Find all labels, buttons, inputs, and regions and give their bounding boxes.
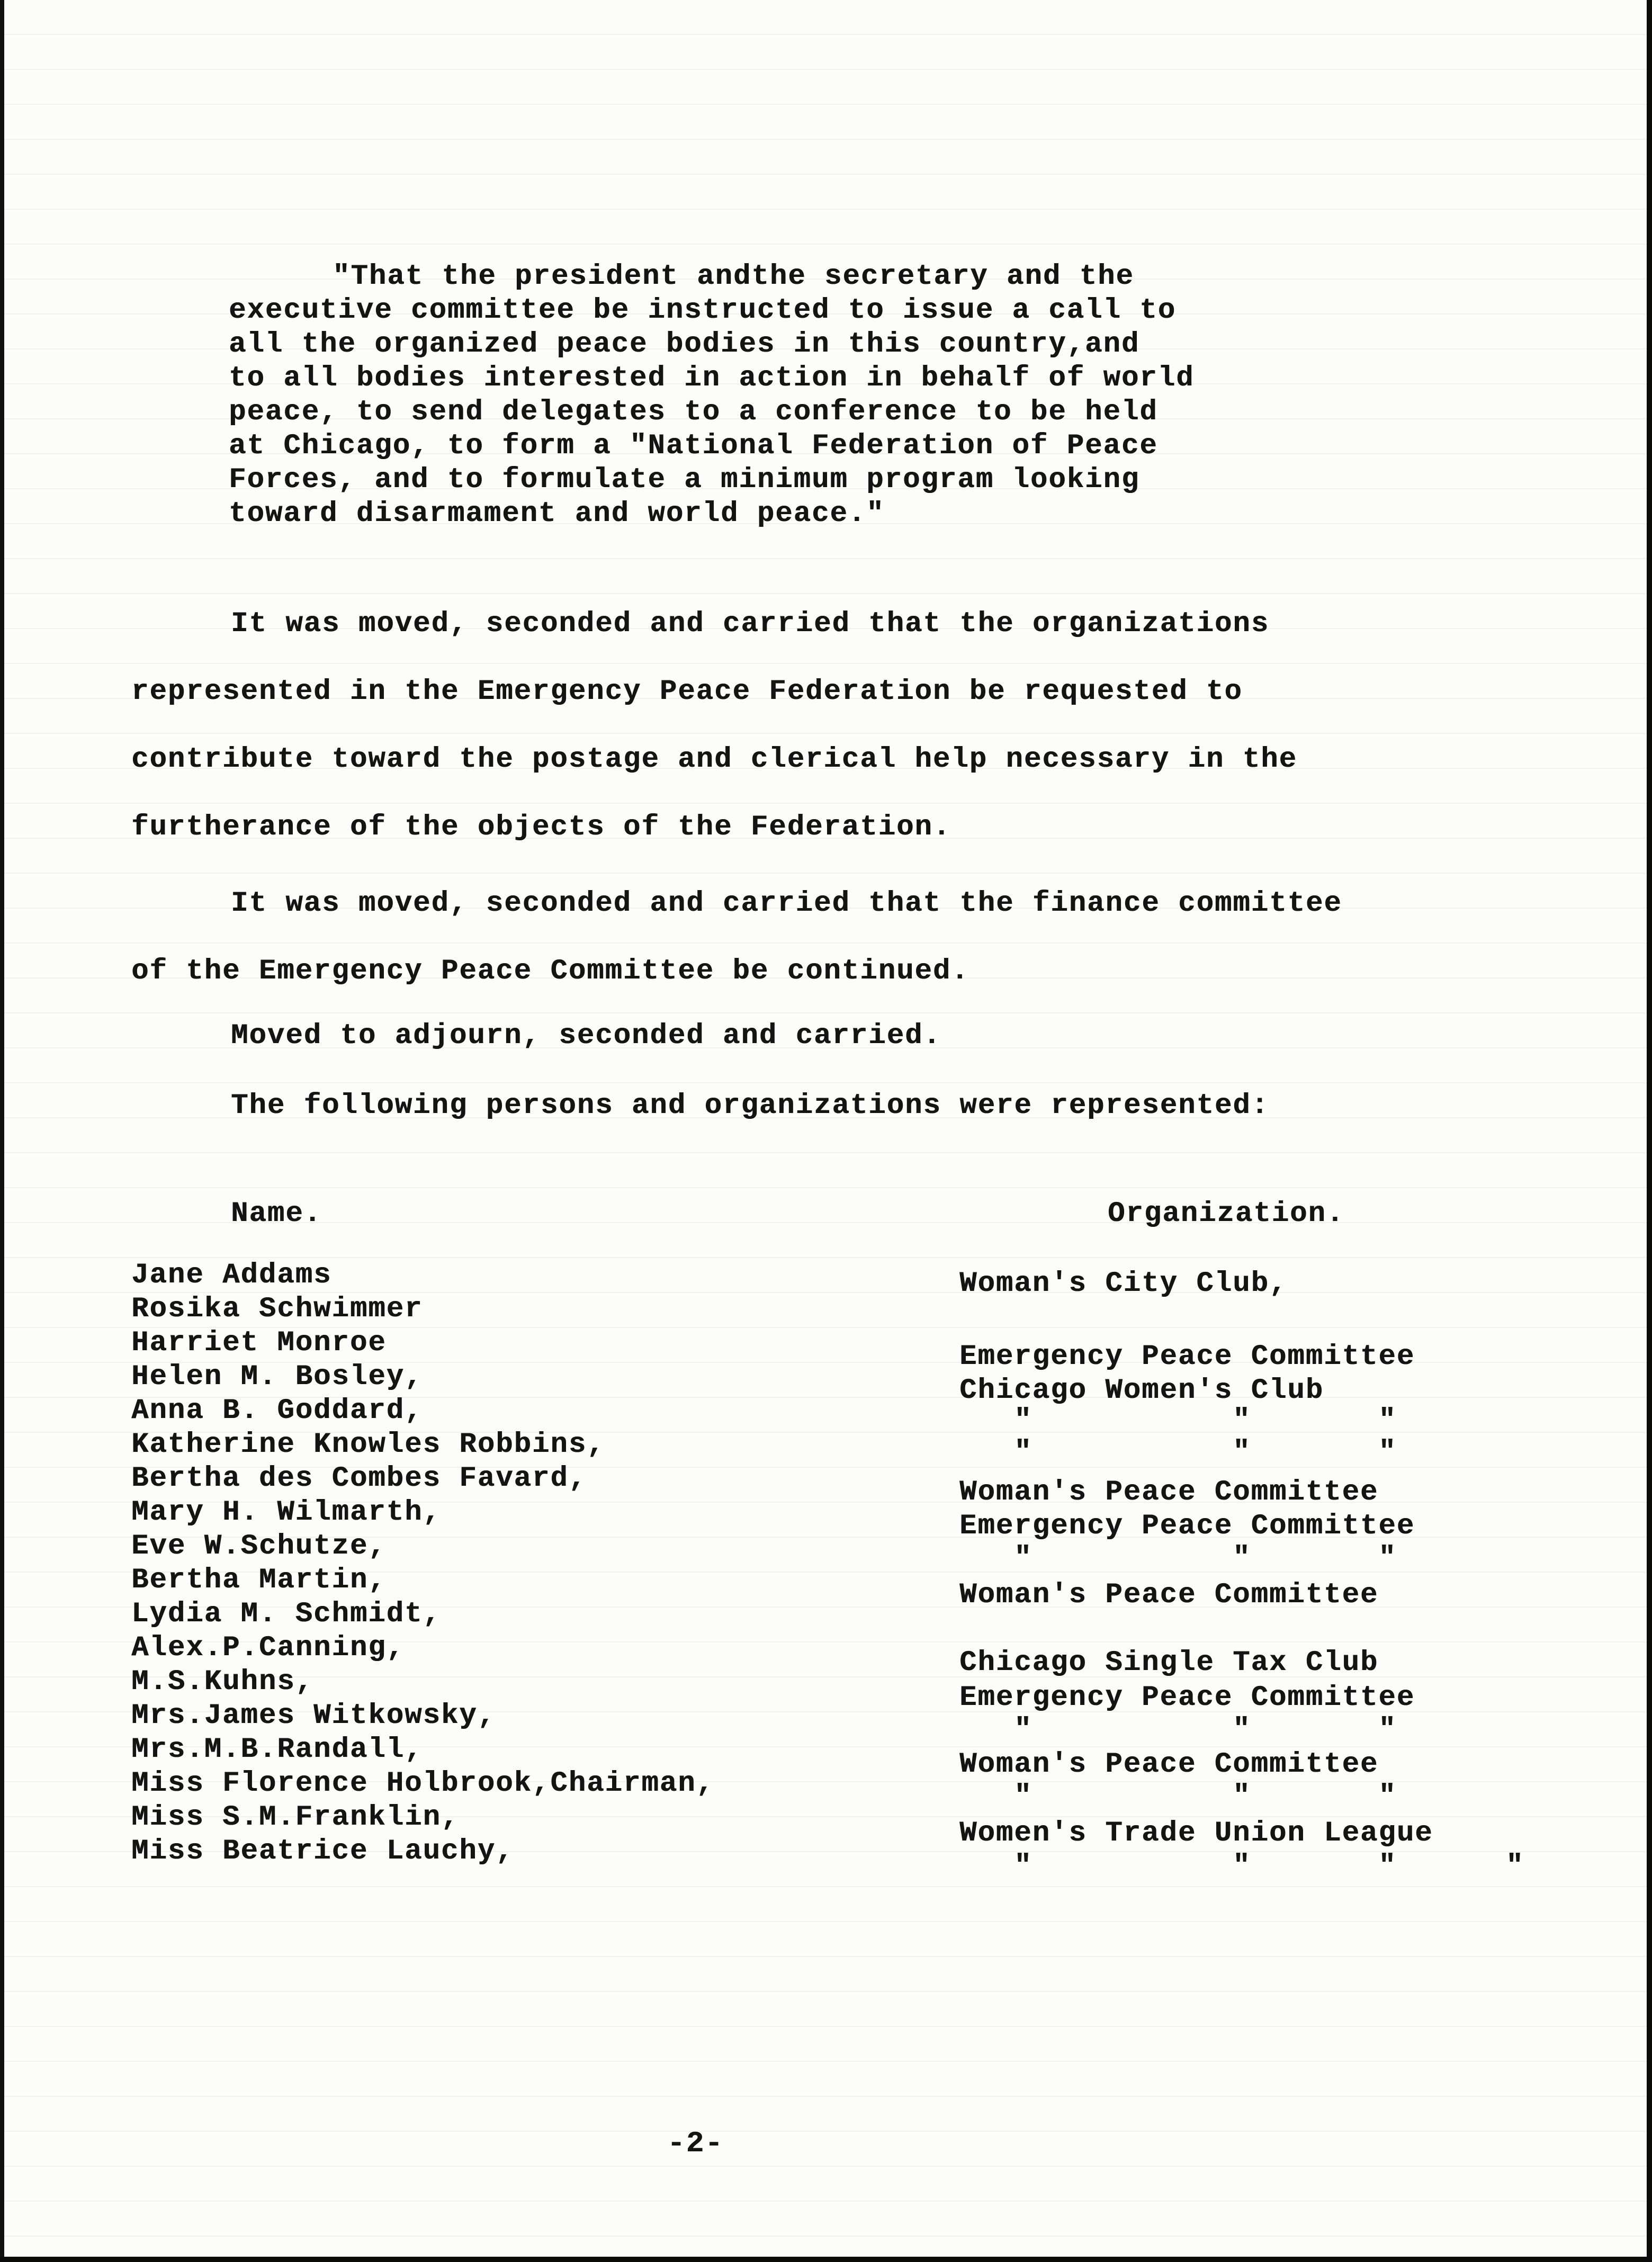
attendee-name: Jane Addams [131,1259,332,1291]
attendee-name: Alex.P.Canning, [131,1632,405,1664]
quote-line: "That the president andthe secretary and the [333,261,1134,293]
organization-entry: Woman's Peace Committee [959,1579,1379,1611]
attendee-name: Mary H. Wilmarth, [131,1496,441,1529]
organization-ditto: " " " [959,1404,1397,1437]
attendee-name: Mrs.James Witkowsky, [131,1700,496,1732]
attendee-name: Lydia M. Schmidt, [131,1598,441,1630]
organization-entry: Woman's Peace Committee [959,1476,1379,1509]
organization-entry: Chicago Single Tax Club [959,1647,1379,1679]
name-column-header: Name. [231,1198,322,1230]
organization-ditto: " " " [959,1713,1397,1746]
paragraph-line: furtherance of the objects of the Federation. [131,811,951,843]
organization-entry: Chicago Women's Club [959,1375,1324,1407]
quote-line: peace, to send delegates to a conference to be held [229,396,1158,428]
attendee-name: Miss Beatrice Lauchy, [131,1835,514,1868]
quote-line: to all bodies interested in action in behalf of world [229,362,1195,394]
paragraph-line: It was moved, seconded and carried that the finance committee [231,887,1342,920]
adjourn-line: Moved to adjourn, seconded and carried. [231,1020,941,1052]
organization-ditto: " " " [959,1436,1397,1468]
scan-edge-left [0,0,4,2262]
quote-line: executive committee be instructed to issue a call to [229,294,1177,327]
attendee-name: Bertha Martin, [131,1564,387,1596]
attendee-name: Helen M. Bosley, [131,1361,423,1393]
attendee-name: Miss S.M.Franklin, [131,1801,460,1834]
paragraph-line: It was moved, seconded and carried that the organizations [231,608,1270,640]
attendee-name: Katherine Knowles Robbins, [131,1429,605,1461]
paragraph-line: contribute toward the postage and clerical help necessary in the [131,743,1297,776]
organization-entry: Emergency Peace Committee [959,1510,1415,1542]
quote-line: all the organized peace bodies in this country,and [229,328,1140,361]
paragraph-line: represented in the Emergency Peace Federation be requested to [131,676,1243,708]
scan-edge-right [1647,0,1652,2262]
quote-line: Forces, and to formulate a minimum program looking [229,464,1140,496]
attendee-name: Rosika Schwimmer [131,1293,423,1325]
organization-ditto: " " " " [959,1850,1524,1882]
organization-entry: Emergency Peace Committee [959,1341,1415,1373]
organization-column-header: Organization. [1108,1198,1345,1230]
attendance-intro: The following persons and organizations were represented: [231,1090,1270,1122]
scan-edge-bottom [0,2257,1652,2262]
paragraph-line: of the Emergency Peace Committee be continued. [131,955,969,988]
organization-ditto: " " " [959,1542,1397,1574]
attendee-name: Mrs.M.B.Randall, [131,1734,423,1766]
quote-line: at Chicago, to form a "National Federation of Peace [229,430,1158,462]
quote-line: toward disarmament and world peace." [229,498,885,530]
organization-ditto: " " " [959,1780,1397,1812]
attendee-name: Miss Florence Holbrook,Chairman, [131,1767,714,1800]
organization-entry: Woman's Peace Committee [959,1748,1379,1781]
organization-entry: Woman's City Club, [959,1268,1288,1300]
attendee-name: Bertha des Combes Favard, [131,1462,587,1495]
page-number: -2- [667,2126,724,2160]
attendee-name: Harriet Monroe [131,1327,387,1359]
organization-entry: Women's Trade Union League [959,1817,1433,1850]
organization-entry: Emergency Peace Committee [959,1682,1415,1714]
attendee-name: M.S.Kuhns, [131,1666,314,1698]
attendee-name: Eve W.Schutze, [131,1530,387,1563]
attendee-name: Anna B. Goddard, [131,1395,423,1427]
